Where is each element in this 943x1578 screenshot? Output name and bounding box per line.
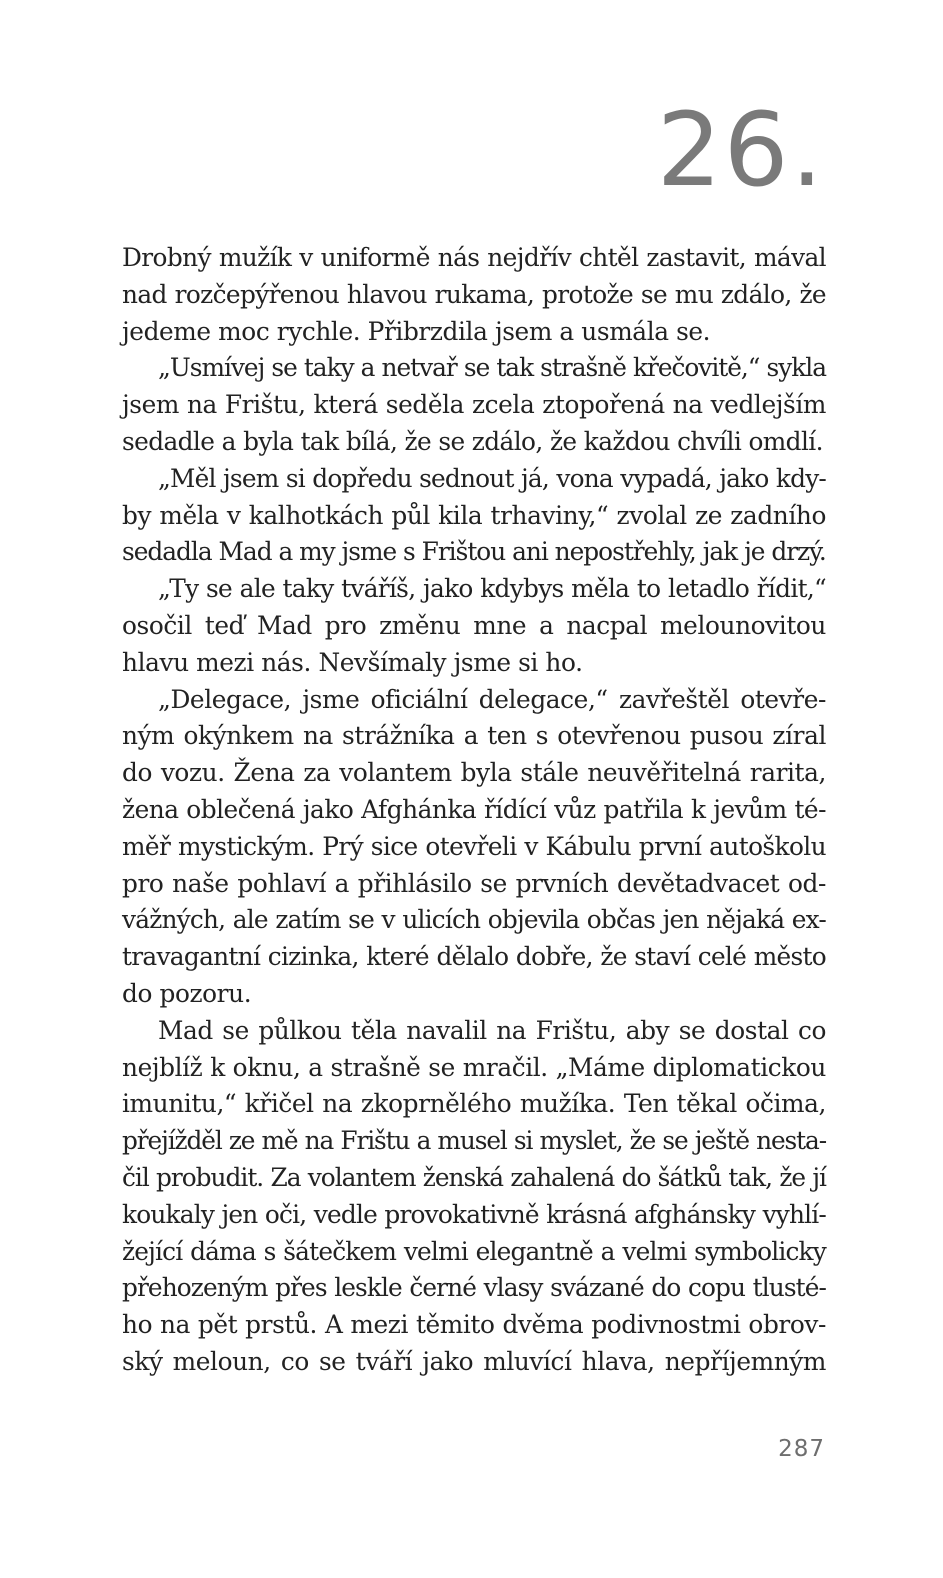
text-line: „Ty se ale taky tváříš, jako kdybys měla to letadlo řídit,“ (158, 574, 826, 604)
text-line: imunitu,“ křičel na zkoprnělého mužíka. Ten těkal očima, (122, 1089, 826, 1119)
text-line: žející dáma s šátečkem velmi elegantně a velmi symbolicky (122, 1236, 826, 1266)
text-line: Mad se půlkou těla navalil na Frištu, aby se dostal co (158, 1015, 826, 1045)
text-line: hlavu mezi nás. Nevšímaly jsme si ho. (122, 647, 583, 677)
text-line: travagantní cizinka, které dělalo dobře, že staví celé město (122, 942, 826, 972)
text-line: koukaly jen oči, vedle provokativně krásná afghánsky vyhlí- (122, 1199, 826, 1229)
text-line: „Usmívej se taky a netvař se tak strašně křečovitě,“ sykla (158, 353, 826, 383)
page-number: 287 (778, 1436, 825, 1462)
text-line: přejížděl ze mě na Frištu a musel si myslet, že se ještě nesta- (122, 1126, 826, 1156)
text-line: vážných, ale zatím se v ulicích objevila občas jen nějaká ex- (122, 905, 826, 935)
text-line: žena oblečená jako Afghánka řídící vůz patřila k jevům té- (122, 794, 826, 824)
text-line: by měla v kalhotkách půl kila trhaviny,“ zvolal ze zadního (122, 500, 826, 530)
text-line: ho na pět prstů. A mezi těmito dvěma podivnostmi obrov- (122, 1310, 826, 1340)
text-line: pro naše pohlaví a přihlásilo se prvních devětadvacet od- (122, 868, 826, 898)
text-line: jsem na Frištu, která seděla zcela ztopořená na vedlejším (122, 390, 826, 420)
text-line: nejblíž k oknu, a strašně se mračil. „Máme diplomatickou (122, 1052, 826, 1082)
chapter-number: 26. (656, 91, 825, 210)
text-line: ným okýnkem na strážníka a ten s otevřenou pusou zíral (122, 721, 826, 751)
text-line: nad rozčepýřenou hlavou rukama, protože se mu zdálo, že (122, 279, 826, 309)
text-line: sedadla Mad a my jsme s Frištou ani nepostřehly, jak je drzý. (122, 537, 826, 567)
text-line: „Delegace, jsme oficiální delegace,“ zavřeštěl otevře- (158, 684, 826, 714)
text-line: do vozu. Žena za volantem byla stále neuvěřitelná rarita, (122, 758, 826, 788)
text-line: čil probudit. Za volantem ženská zahalená do šátků tak, že jí (122, 1162, 826, 1192)
text-line: ský meloun, co se tváří jako mluvící hlava, nepříjemným (122, 1346, 826, 1376)
text-line: sedadle a byla tak bílá, že se zdálo, že každou chvíli omdlí. (122, 426, 823, 456)
body-text (122, 240, 826, 1381)
text-line: osočil teď Mad pro změnu mne a nacpal melounovitou (122, 610, 826, 640)
text-line: jedeme moc rychle. Přibrzdila jsem a usmála se. (122, 316, 711, 346)
text-line: Drobný mužík v uniformě nás nejdřív chtěl zastavit, mával (122, 243, 826, 272)
text-line: „Měl jsem si dopředu sednout já, vona vypadá, jako kdy- (158, 463, 826, 493)
text-line: měř mystickým. Prý sice otevřeli v Kábulu první autoškolu (122, 831, 826, 861)
text-line: do pozoru. (122, 978, 252, 1008)
text-line: přehozeným přes leskle černé vlasy svázané do copu tlusté- (122, 1273, 826, 1303)
